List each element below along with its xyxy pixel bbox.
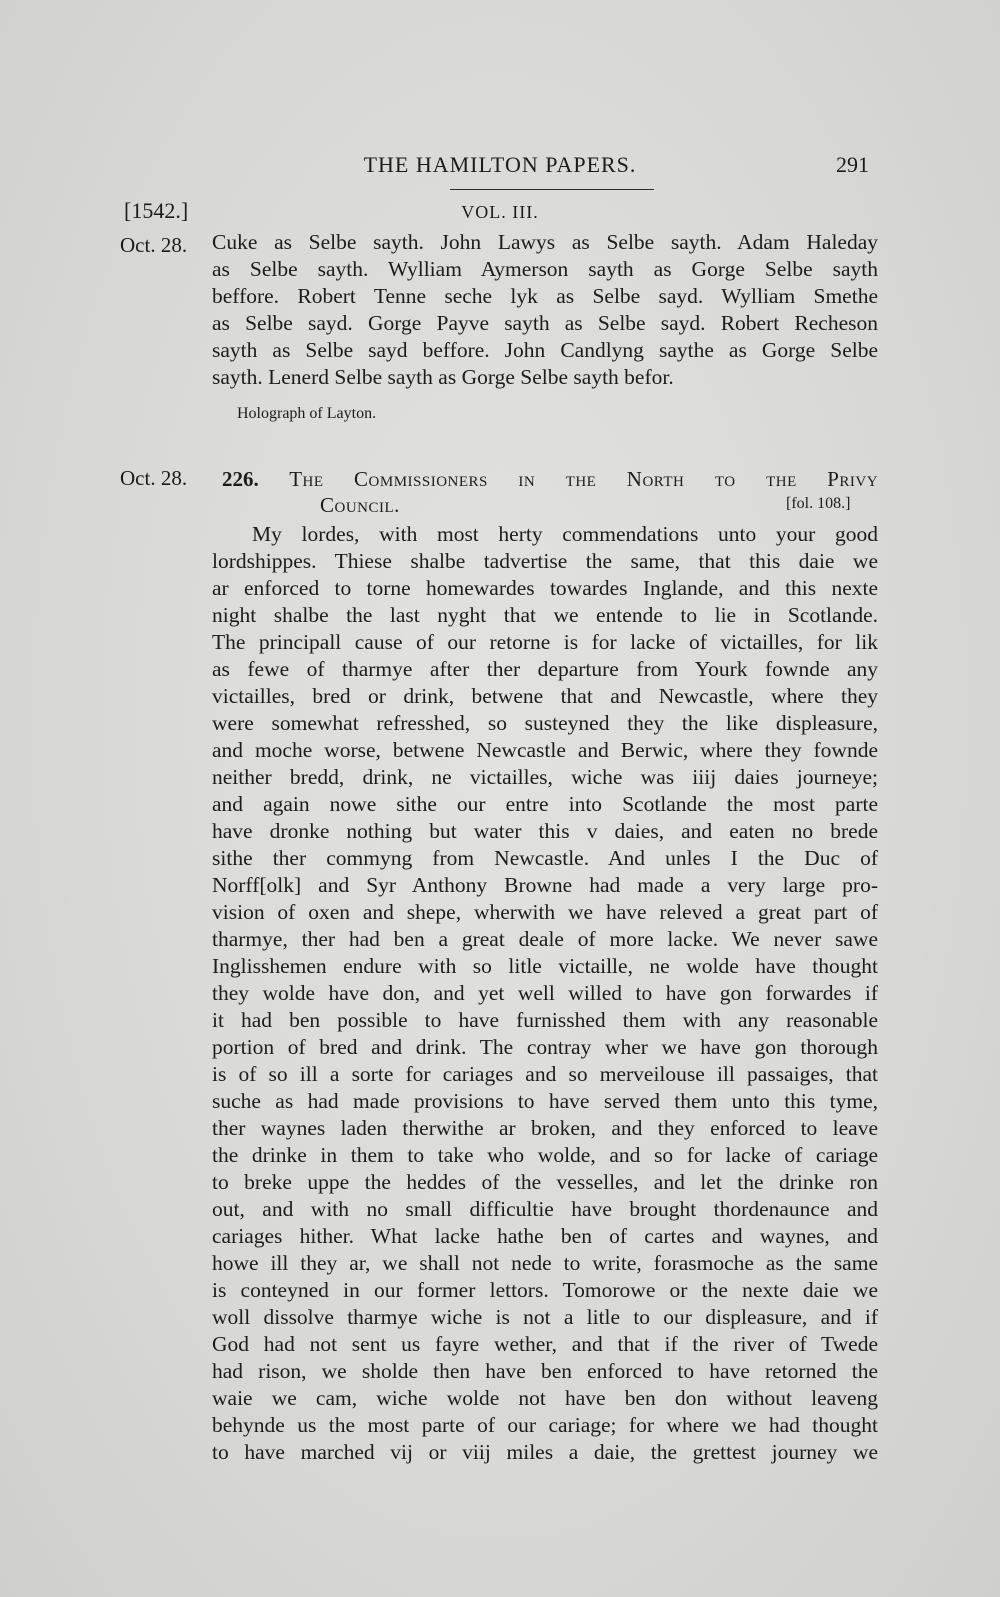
volume-label: VOL. III. — [461, 202, 539, 222]
heading-word: North — [626, 467, 685, 491]
text-line: and moche worse, betwene Newcastle and Berwic, where they fownde — [212, 738, 878, 762]
holograph-note: Holograph of Layton. — [237, 405, 377, 422]
text-line: out, and with no small difficultie have brought thordenaunce and — [212, 1197, 878, 1221]
text-line: behynde us the most parte of our cariage; for where we had thought — [212, 1413, 878, 1437]
text-line: beffore. Robert Tenne seche lyk as Selbe sayd. Wylliam Smethe — [212, 284, 878, 308]
text-line: ar enforced to torne homewardes towardes Inglande, and this nexte — [212, 576, 878, 600]
text-line: night shalbe the last nyght that we entende to lie in Scotlande. — [212, 603, 878, 627]
text-line: The principall cause of our retorne is for lacke of victailles, for lik — [212, 630, 878, 654]
text-line: and again nowe sithe our entre into Scotlande the most parte — [212, 792, 878, 816]
header-rule — [450, 189, 654, 190]
text-line: lordshippes. Thiese shalbe tadvertise the same, that this daie we — [212, 549, 878, 573]
letter-body — [212, 521, 878, 1466]
text-line: vision of oxen and shepe, wherwith we have releved a great part of — [212, 900, 878, 924]
text-line: sayth. Lenerd Selbe sayth as Gorge Selbe sayth befor. — [212, 365, 674, 389]
running-title: THE HAMILTON PAPERS. — [363, 152, 637, 177]
text-line: Inglisshemen endure with so litle victaille, ne wolde have thought — [212, 954, 878, 978]
heading-word: the — [565, 467, 597, 491]
text-line: suche as had made provisions to have served them unto this tyme, — [212, 1089, 878, 1113]
entry-date: Oct. 28. — [120, 233, 188, 257]
year-label: [1542.] — [124, 198, 189, 223]
text-line: woll dissolve tharmye wiche is not a litle to our displeasure, and if — [212, 1305, 878, 1329]
text-line: they wolde have don, and yet well willed to have gon forwardes if — [212, 981, 878, 1005]
document-heading-continued: Council. — [320, 493, 400, 517]
text-line: is of so ill a sorte for cariages and so merveilouse ill passaiges, that — [212, 1062, 878, 1086]
page-number: 291 — [836, 152, 869, 177]
text-line: it had ben possible to have furnisshed them with any reasonable — [212, 1008, 878, 1032]
document-number: 226. — [222, 467, 259, 491]
text-line: God had not sent us fayre wether, and that if the river of Twede — [212, 1332, 878, 1356]
text-line: had rison, we sholde then have ben enforced to have retorned the — [212, 1359, 878, 1383]
heading-word: Commissioners — [354, 467, 488, 491]
text-line: ther waynes laden therwithe ar broken, and they enforced to leave — [212, 1116, 878, 1140]
text-line: tharmye, ther had ben a great deale of more lacke. We never sawe — [212, 927, 878, 951]
text-line: the drinke in them to take who wolde, and so for lacke of cariage — [212, 1143, 878, 1167]
text-line: My lordes, with most herty commendations unto your good — [252, 522, 878, 546]
text-line: sithe ther commyng from Newcastle. And unles I the Duc of — [212, 846, 878, 870]
folio-reference: [fol. 108.] — [786, 495, 851, 512]
text-line: as fewe of tharmye after ther departure from Yourk fownde any — [212, 657, 878, 681]
heading-word: the — [766, 467, 797, 491]
heading-word: The — [289, 467, 324, 491]
text-line: Norff[olk] and Syr Anthony Browne had made a very large pro- — [212, 873, 878, 897]
text-line: to breke uppe the heddes of the vesselles, and let the drinke ron — [212, 1170, 878, 1194]
text-line: cariages hither. What lacke hathe ben of cartes and waynes, and — [212, 1224, 878, 1248]
text-line: portion of bred and drink. The contray wher we have gon thorough — [212, 1035, 878, 1059]
text-line: is conteyned in our former lettors. Tomorowe or the nexte daie we — [212, 1278, 878, 1302]
text-line: to have marched vij or viij miles a daie, the grettest journey we — [212, 1440, 878, 1464]
text-line: victailles, bred or drink, betwene that and Newcastle, where they — [212, 684, 878, 708]
text-line: neither bredd, drink, ne victailles, wiche was iiij daies journeye; — [212, 765, 878, 789]
text-line: waie we cam, wiche wolde not have ben don without leaveng — [212, 1386, 878, 1410]
text-line: have dronke nothing but water this v daies, and eaten no brede — [212, 819, 878, 843]
heading-word: to — [714, 467, 736, 491]
text-line: Cuke as Selbe sayth. John Lawys as Selbe sayth. Adam Haleday — [212, 230, 878, 254]
heading-word: in — [518, 467, 536, 491]
entry-previous-text — [212, 229, 878, 391]
entry-date: Oct. 28. — [120, 466, 188, 490]
text-line: sayth as Selbe sayd beffore. John Candlyng saythe as Gorge Selbe — [212, 338, 878, 362]
text-line: howe ill they ar, we shall not nede to write, forasmoche as the same — [212, 1251, 878, 1275]
document-heading — [222, 466, 878, 493]
heading-word: Privy — [827, 467, 879, 491]
text-line: were somewhat refresshed, so susteyned they the like displeasure, — [212, 711, 878, 735]
text-line: as Selbe sayd. Gorge Payve sayth as Selbe sayd. Robert Recheson — [212, 311, 878, 335]
text-line: as Selbe sayth. Wylliam Aymerson sayth as Gorge Selbe sayth — [212, 257, 878, 281]
